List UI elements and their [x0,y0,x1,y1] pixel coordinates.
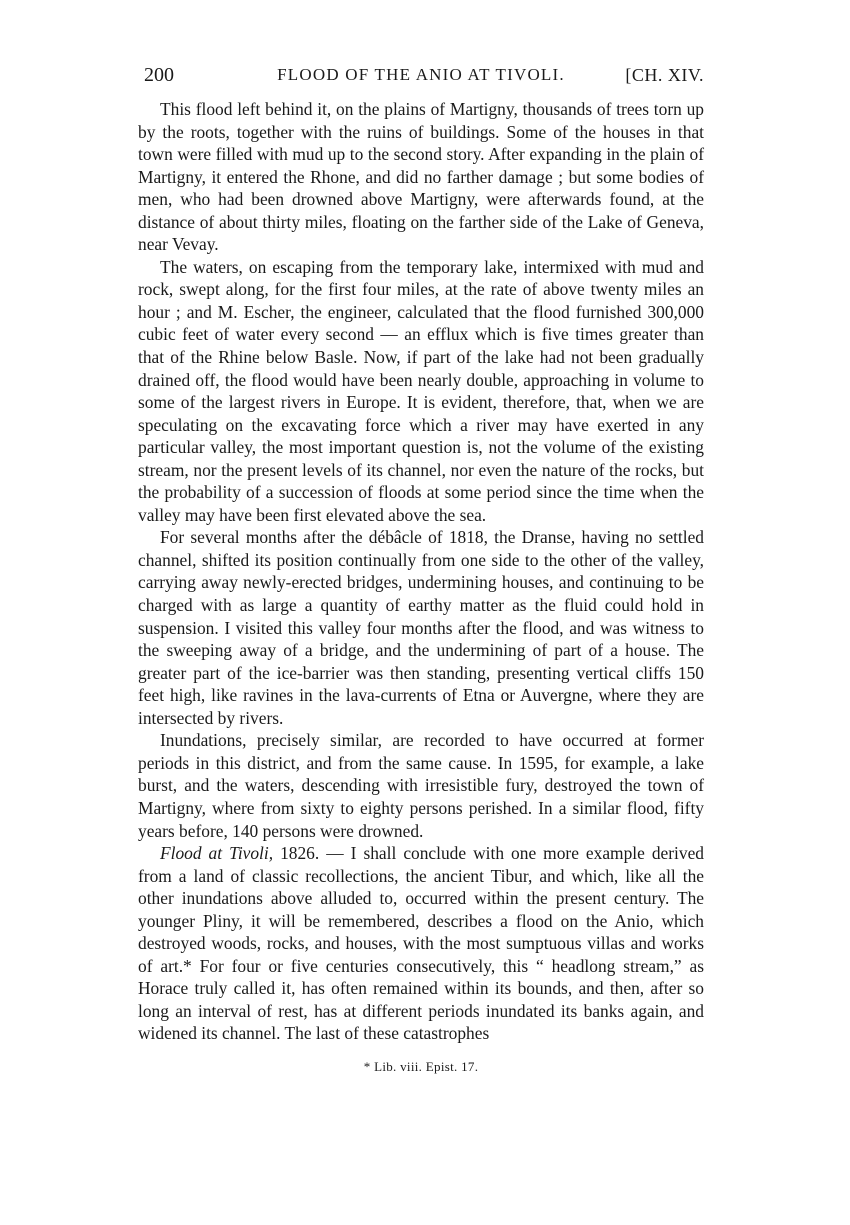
chapter-marker: [CH. XIV. [625,65,704,85]
paragraph: This flood left behind it, on the plains of Martigny, thousands of trees torn up by the roots, together with the ruins of buildings. Some of the houses in that town were filled with mud up to the second story. After expanding in the plain of Martigny, it entered the Rhone, and did no farther damage ; but some bodies of men, who had been drowned above Martigny, were afterwards found, at the distance of about thirty miles, floating on the farther side of the Lake of Geneva, near Vevay. [138,99,704,255]
section-lead-italic: Flood at Tivoli, [160,843,274,864]
paragraph-text: 1826. — I shall conclude with one more example derived from a land of classic recollections, the ancient Tibur, and which, like all the other inundations above alluded to, occurred within the present century. The younger Pliny, it will be remembered, describes a flood on the Anio, which destroyed woods, rocks, and houses, with the most sumptuous villas and works of art.* For four or five centuries consecutively, this “ headlong stream,” as Horace truly called it, has often remained within its bounds, and then, after so long an interval of rest, has at different periods inundated its banks again, and widened its channel. The last of these catastrophes [138,843,704,1044]
paragraph: The waters, on escaping from the temporary lake, intermixed with mud and rock, swept along, for the first four miles, at the rate of above twenty miles an hour ; and M. Escher, the engineer, calculated that the flood furnished 300,000 cubic feet of water every second — an efflux which is five times greater than that of the Rhine below Basle. Now, if part of the lake had not been gradually drained off, the flood would have been nearly double, approaching in volume to some of the largest rivers in Europe. It is evident, therefore, that, when we are speculating on the excavating force which a river may have exerted in any particular valley, the most important question is, not the volume of the existing stream, nor the present levels of its channel, nor even the nature of the rocks, but the probability of a succession of floods at some period since the time when the valley may have been first elevated above the sea. [138,256,704,525]
paragraph: For several months after the débâcle of 1818, the Dranse, having no settled channel, shifted its position continually from one side to the other of the valley, carrying away newly-erected bridges, undermining houses, and continuing to be charged with as large a quantity of earthy matter as the fluid could hold in suspension. I visited this valley four months after the flood, and was witness to the sweeping away of a bridge, and the undermining of part of a house. The greater part of the ice-barrier was then standing, presenting vertical cliffs 150 feet high, like ravines in the lava-currents of Etna or Auvergne, where they are intersected by rivers. [138,527,704,728]
page-header [138,60,704,90]
page-number: 200 [144,64,174,86]
book-page [138,60,704,1075]
footnote: * Lib. viii. Epist. 17. [363,1058,479,1074]
body-text [138,98,704,1045]
paragraph: Inundations, precisely similar, are recorded to have occurred at former periods in this district, and from the same cause. In 1595, for example, a lake burst, and the waters, descending with irresistible fury, destroyed the town of Martigny, where from sixty to eighty persons perished. In a similar flood, fifty years before, 140 persons were drowned. [138,730,704,841]
paragraph [138,842,704,1045]
running-title: FLOOD OF THE ANIO AT TIVOLI. [277,65,565,84]
